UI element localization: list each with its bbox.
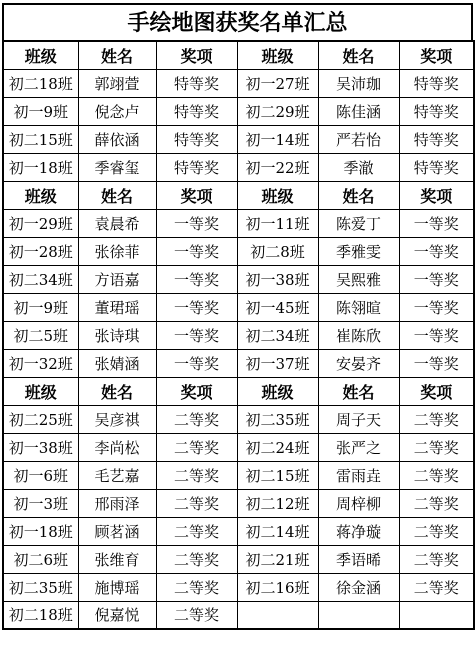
column-header: 班级 [237, 377, 318, 405]
name-cell: 邢雨泽 [78, 489, 156, 517]
award-cell: 二等奖 [156, 489, 237, 517]
class-cell: 初一38班 [3, 433, 78, 461]
award-cell: 一等奖 [399, 209, 474, 237]
class-cell: 初一18班 [3, 153, 78, 181]
column-header: 奖项 [399, 41, 474, 69]
table-row [3, 125, 474, 153]
name-cell: 张婧涵 [78, 349, 156, 377]
column-header: 姓名 [78, 41, 156, 69]
table-row [3, 573, 474, 601]
class-cell: 初二12班 [237, 489, 318, 517]
class-cell: 初二14班 [237, 517, 318, 545]
award-cell: 二等奖 [156, 517, 237, 545]
table-row [3, 601, 474, 629]
class-cell [237, 601, 318, 629]
name-cell: 陈翎暄 [318, 293, 399, 321]
name-cell: 毛艺嘉 [78, 461, 156, 489]
award-table-body [3, 41, 474, 629]
header-row [3, 377, 474, 405]
award-cell: 一等奖 [156, 321, 237, 349]
table-row [3, 489, 474, 517]
name-cell: 张诗琪 [78, 321, 156, 349]
table-row [3, 517, 474, 545]
name-cell: 严若怡 [318, 125, 399, 153]
award-cell: 特等奖 [399, 97, 474, 125]
name-cell: 周子天 [318, 405, 399, 433]
class-cell: 初二35班 [3, 573, 78, 601]
award-cell: 一等奖 [156, 265, 237, 293]
award-cell: 二等奖 [399, 489, 474, 517]
table-row [3, 461, 474, 489]
name-cell: 施博瑶 [78, 573, 156, 601]
column-header: 班级 [3, 181, 78, 209]
award-cell: 一等奖 [156, 209, 237, 237]
class-cell: 初二18班 [3, 601, 78, 629]
award-table [2, 40, 475, 630]
column-header: 姓名 [318, 41, 399, 69]
table-row [3, 209, 474, 237]
award-cell: 特等奖 [156, 69, 237, 97]
award-cell: 一等奖 [399, 293, 474, 321]
name-cell: 倪嘉悦 [78, 601, 156, 629]
award-cell: 二等奖 [399, 461, 474, 489]
column-header: 奖项 [399, 377, 474, 405]
name-cell: 吴沛珈 [318, 69, 399, 97]
class-cell: 初一6班 [3, 461, 78, 489]
award-cell: 二等奖 [399, 405, 474, 433]
class-cell: 初二34班 [237, 321, 318, 349]
table-row [3, 265, 474, 293]
class-cell: 初一14班 [237, 125, 318, 153]
name-cell [318, 601, 399, 629]
award-cell: 特等奖 [156, 125, 237, 153]
class-cell: 初一37班 [237, 349, 318, 377]
name-cell: 薛依涵 [78, 125, 156, 153]
class-cell: 初二24班 [237, 433, 318, 461]
name-cell: 崔陈欣 [318, 321, 399, 349]
table-row [3, 433, 474, 461]
class-cell: 初一32班 [3, 349, 78, 377]
award-cell: 一等奖 [399, 321, 474, 349]
award-cell: 二等奖 [156, 461, 237, 489]
class-cell: 初一9班 [3, 97, 78, 125]
column-header: 奖项 [156, 377, 237, 405]
name-cell: 季澈 [318, 153, 399, 181]
class-cell: 初二18班 [3, 69, 78, 97]
class-cell: 初一18班 [3, 517, 78, 545]
class-cell: 初二25班 [3, 405, 78, 433]
class-cell: 初一9班 [3, 293, 78, 321]
column-header: 奖项 [156, 181, 237, 209]
table-row [3, 97, 474, 125]
class-cell: 初二15班 [3, 125, 78, 153]
table-row [3, 237, 474, 265]
name-cell: 张徐菲 [78, 237, 156, 265]
award-cell: 二等奖 [399, 573, 474, 601]
award-cell: 二等奖 [399, 545, 474, 573]
column-header: 姓名 [78, 377, 156, 405]
class-cell: 初一45班 [237, 293, 318, 321]
name-cell: 方语嘉 [78, 265, 156, 293]
name-cell: 袁晨希 [78, 209, 156, 237]
class-cell: 初一22班 [237, 153, 318, 181]
name-cell: 李尚松 [78, 433, 156, 461]
class-cell: 初二15班 [237, 461, 318, 489]
name-cell: 张严之 [318, 433, 399, 461]
column-header: 奖项 [399, 181, 474, 209]
name-cell: 季雅雯 [318, 237, 399, 265]
class-cell: 初二16班 [237, 573, 318, 601]
name-cell: 陈佳涵 [318, 97, 399, 125]
table-row [3, 293, 474, 321]
name-cell: 雷雨垚 [318, 461, 399, 489]
name-cell: 蒋净璇 [318, 517, 399, 545]
name-cell: 吴熙雅 [318, 265, 399, 293]
name-cell: 周梓柳 [318, 489, 399, 517]
name-cell: 陈爱丁 [318, 209, 399, 237]
award-list-sheet [2, 3, 473, 651]
table-row [3, 349, 474, 377]
award-cell: 特等奖 [156, 97, 237, 125]
name-cell: 徐金涵 [318, 573, 399, 601]
award-cell: 二等奖 [156, 545, 237, 573]
class-cell: 初二6班 [3, 545, 78, 573]
award-cell: 特等奖 [399, 153, 474, 181]
class-cell: 初一29班 [3, 209, 78, 237]
class-cell: 初二29班 [237, 97, 318, 125]
award-cell: 二等奖 [156, 433, 237, 461]
header-row [3, 181, 474, 209]
name-cell: 顾茗涵 [78, 517, 156, 545]
table-row [3, 545, 474, 573]
name-cell: 季语晞 [318, 545, 399, 573]
award-cell: 特等奖 [399, 125, 474, 153]
award-cell: 二等奖 [399, 517, 474, 545]
award-cell: 一等奖 [399, 237, 474, 265]
table-row [3, 69, 474, 97]
name-cell: 张维育 [78, 545, 156, 573]
class-cell: 初二5班 [3, 321, 78, 349]
class-cell: 初一27班 [237, 69, 318, 97]
name-cell: 倪念卢 [78, 97, 156, 125]
award-cell: 二等奖 [156, 405, 237, 433]
column-header: 奖项 [156, 41, 237, 69]
name-cell: 季睿玺 [78, 153, 156, 181]
class-cell: 初一3班 [3, 489, 78, 517]
award-cell [399, 601, 474, 629]
class-cell: 初一38班 [237, 265, 318, 293]
award-cell: 一等奖 [399, 349, 474, 377]
award-cell: 一等奖 [399, 265, 474, 293]
column-header: 班级 [237, 41, 318, 69]
class-cell: 初二21班 [237, 545, 318, 573]
column-header: 班级 [3, 377, 78, 405]
column-header: 班级 [237, 181, 318, 209]
award-cell: 一等奖 [156, 349, 237, 377]
award-cell: 一等奖 [156, 293, 237, 321]
header-row [3, 41, 474, 69]
class-cell: 初二34班 [3, 265, 78, 293]
sheet-title: 手绘地图获奖名单汇总 [2, 3, 473, 40]
name-cell: 安晏齐 [318, 349, 399, 377]
table-row [3, 321, 474, 349]
award-cell: 二等奖 [399, 433, 474, 461]
award-cell: 特等奖 [156, 153, 237, 181]
class-cell: 初一28班 [3, 237, 78, 265]
column-header: 姓名 [78, 181, 156, 209]
award-cell: 一等奖 [156, 237, 237, 265]
name-cell: 吴彦祺 [78, 405, 156, 433]
award-cell: 特等奖 [399, 69, 474, 97]
name-cell: 董珺瑶 [78, 293, 156, 321]
class-cell: 初二35班 [237, 405, 318, 433]
name-cell: 郭翊萱 [78, 69, 156, 97]
column-header: 姓名 [318, 377, 399, 405]
class-cell: 初二8班 [237, 237, 318, 265]
award-cell: 二等奖 [156, 601, 237, 629]
award-cell: 二等奖 [156, 573, 237, 601]
class-cell: 初一11班 [237, 209, 318, 237]
column-header: 班级 [3, 41, 78, 69]
table-row [3, 405, 474, 433]
table-row [3, 153, 474, 181]
column-header: 姓名 [318, 181, 399, 209]
